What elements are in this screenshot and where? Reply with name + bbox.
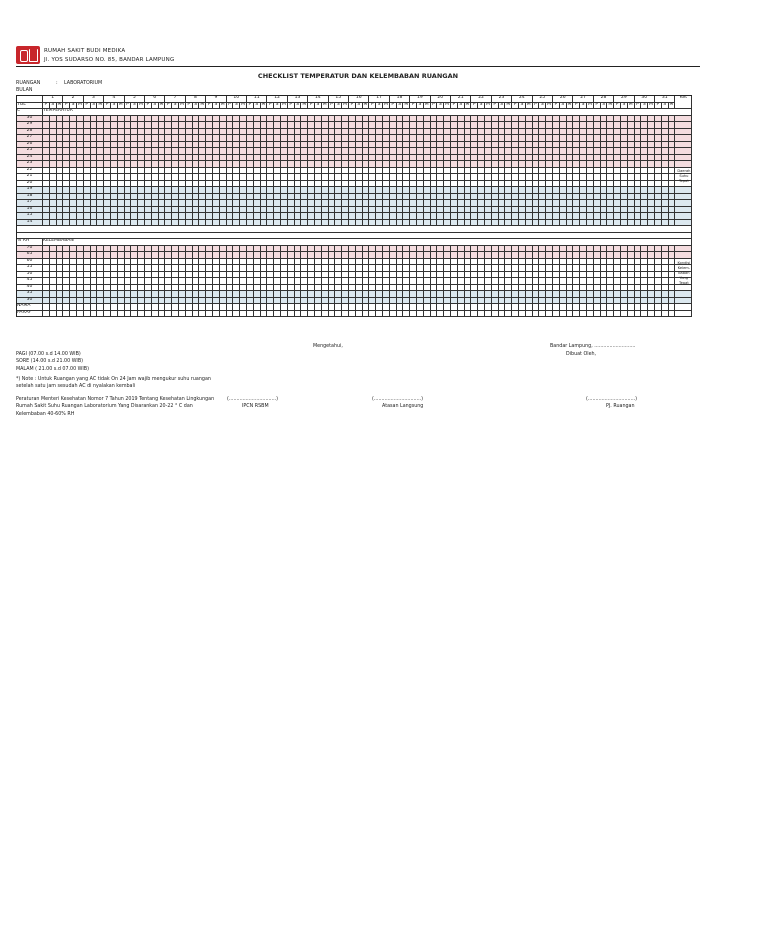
regulation-line-1: Peraturan Menteri Kesehatan Nomor 7 Tahun 2019 Tentang Kesehatan Lingkungan <box>16 397 215 402</box>
shift-header: M <box>485 103 492 110</box>
shift-header: S <box>111 103 118 110</box>
tgl-label: TGL <box>17 103 43 110</box>
shift-header: P <box>145 103 152 110</box>
footer-row-paraf-cell <box>635 311 642 318</box>
shift-header: S <box>560 103 567 110</box>
footer-row-paraf-cell <box>97 311 104 318</box>
ipcn-signature-blank: (...............................) <box>227 397 279 402</box>
day-header: 28 <box>594 96 614 103</box>
footer-row-label: NAMA <box>17 304 43 311</box>
day-header: 6 <box>145 96 165 103</box>
ket-header: Ket <box>675 96 692 109</box>
temp-row-label: 14 <box>17 220 43 227</box>
footer-row-paraf-cell <box>669 311 676 318</box>
footer-row-paraf-cell <box>288 311 295 318</box>
shift-header: P <box>288 103 295 110</box>
footer-row-paraf-cell <box>131 311 138 318</box>
shift-header: S <box>601 103 608 110</box>
temp-ideal-note <box>675 169 692 184</box>
shift-header: P <box>247 103 254 110</box>
temp-row-label: 25 <box>17 148 43 155</box>
temp-row-label: 19 <box>17 187 43 194</box>
note-line-2: setelah satu jam sesudah AC di nyalakan kembali <box>16 384 136 389</box>
day-header: 21 <box>451 96 471 103</box>
shift-header: P <box>125 103 132 110</box>
footer-row-paraf-cell <box>125 311 132 318</box>
day-header: 22 <box>471 96 491 103</box>
temp-row-label: 20 <box>17 181 43 188</box>
shift-header: M <box>118 103 125 110</box>
footer-row-paraf-cell <box>648 311 655 318</box>
shift-header: S <box>233 103 240 110</box>
ruangan-label: RUANGAN <box>16 81 41 86</box>
temp-row-label: 24 <box>17 155 43 162</box>
shift-header: S <box>70 103 77 110</box>
footer-row-paraf-cell <box>614 311 621 318</box>
shift-header: S <box>621 103 628 110</box>
footer-row-paraf-cell <box>227 311 234 318</box>
shift-header: S <box>335 103 342 110</box>
footer-row-paraf-cell <box>560 311 567 318</box>
checklist-grid <box>16 95 692 317</box>
footer-row-paraf-cell <box>145 311 152 318</box>
footer-row-paraf-cell <box>601 311 608 318</box>
footer-row-paraf-cell <box>240 311 247 318</box>
day-header: 4 <box>104 96 124 103</box>
day-header: 2 <box>63 96 83 103</box>
shift-header: P <box>206 103 213 110</box>
pj-signature-blank: (...............................) <box>586 397 638 402</box>
footer-row-paraf-cell <box>383 311 390 318</box>
footer-row-paraf-cell <box>587 311 594 318</box>
rh-row-label: 40 <box>17 285 43 292</box>
shift-header: P <box>553 103 560 110</box>
shift-header: M <box>444 103 451 110</box>
shift-header: S <box>478 103 485 110</box>
shift-sore: SORE (14.00 s.d 21.00 WIB) <box>16 359 84 364</box>
rh-note-line: Kondisi <box>677 260 691 265</box>
ipcn-label: IPCN RSBM <box>242 404 269 409</box>
day-header: 29 <box>614 96 634 103</box>
shift-header: M <box>648 103 655 110</box>
shift-header: P <box>471 103 478 110</box>
shift-header: M <box>240 103 247 110</box>
footer-row-paraf-cell <box>233 311 240 318</box>
shift-header: P <box>165 103 172 110</box>
dibuat-oleh-label: Dibuat Oleh, <box>566 352 597 357</box>
note-line-1: *) Note : Untuk Ruangan yang AC tidak On 24 Jam wajib mengukur suhu ruangan <box>16 377 211 382</box>
shift-header: S <box>356 103 363 110</box>
day-header: 13 <box>288 96 308 103</box>
shift-header: P <box>594 103 601 110</box>
shift-header: M <box>220 103 227 110</box>
shift-header: S <box>458 103 465 110</box>
atasan-label: Atasan Langsung <box>382 404 424 409</box>
rh-row-label: 35 <box>17 291 43 298</box>
footer-row-paraf-cell <box>91 311 98 318</box>
rh-row-label: 45 <box>17 278 43 285</box>
shift-pagi: PAGI (07.00 s.d 14.00 WIB) <box>16 352 81 357</box>
temp-row-label: 27 <box>17 135 43 142</box>
shift-header: M <box>159 103 166 110</box>
shift-header: M <box>546 103 553 110</box>
shift-header: M <box>465 103 472 110</box>
day-header: 11 <box>247 96 267 103</box>
footer-row-paraf-cell <box>308 311 315 318</box>
footer-row-paraf-cell <box>349 311 356 318</box>
shift-header: M <box>383 103 390 110</box>
regulation-line-3: Kelembaban 40-60% RH <box>16 412 75 417</box>
shift-header: S <box>295 103 302 110</box>
footer-row-paraf-cell <box>118 311 125 318</box>
shift-header: P <box>308 103 315 110</box>
day-header: 18 <box>390 96 410 103</box>
day-header: 20 <box>431 96 451 103</box>
temp-row-label: 21 <box>17 174 43 181</box>
shift-header: M <box>424 103 431 110</box>
footer-row-paraf-cell <box>220 311 227 318</box>
footer-ket-cell <box>675 311 692 318</box>
day-header: 5 <box>125 96 145 103</box>
page-title: CHECKLIST TEMPERATUR DAN KELEMBABAN RUANGAN <box>257 72 459 80</box>
shift-header: P <box>635 103 642 110</box>
shift-header: P <box>655 103 662 110</box>
footer-row-paraf-cell <box>567 311 574 318</box>
footer-row-paraf-cell <box>363 311 370 318</box>
footer-row-paraf-cell <box>356 311 363 318</box>
shift-header: S <box>152 103 159 110</box>
shift-header: M <box>261 103 268 110</box>
rh-row-label: 65 <box>17 252 43 259</box>
shift-header: M <box>179 103 186 110</box>
footer-row-paraf-cell <box>342 311 349 318</box>
footer-row-paraf-cell <box>546 311 553 318</box>
footer-row-paraf-cell <box>254 311 261 318</box>
footer-row-paraf-cell <box>50 311 57 318</box>
rh-note-line: baban <box>678 270 690 275</box>
shift-header: S <box>376 103 383 110</box>
shift-header: S <box>91 103 98 110</box>
day-header: 16 <box>349 96 369 103</box>
shift-header: S <box>417 103 424 110</box>
shift-header: M <box>322 103 329 110</box>
footer-row-paraf-cell <box>539 311 546 318</box>
shift-header: M <box>587 103 594 110</box>
footer-row-paraf-cell <box>410 311 417 318</box>
regulation-line-2: Rumah Sakit Suhu Ruangan Laboratorium Yang Disarankan 20-22 ° C dan <box>16 404 193 409</box>
footer-row-paraf-cell <box>580 311 587 318</box>
footer-row-paraf-cell <box>505 311 512 318</box>
footer-row-paraf-cell <box>329 311 336 318</box>
footer-row-paraf-cell <box>628 311 635 318</box>
footer-row-paraf-cell <box>607 311 614 318</box>
shift-header: S <box>213 103 220 110</box>
shift-header: M <box>301 103 308 110</box>
footer-row-paraf-cell <box>247 311 254 318</box>
temp-section-title: TEMPERATUR <box>43 109 692 116</box>
shift-header: M <box>342 103 349 110</box>
day-header: 26 <box>553 96 573 103</box>
day-header: 10 <box>227 96 247 103</box>
footer-row-paraf-cell <box>199 311 206 318</box>
footer-row-paraf-cell <box>641 311 648 318</box>
day-header: 19 <box>410 96 430 103</box>
footer-row-paraf-cell <box>57 311 64 318</box>
shift-header: M <box>403 103 410 110</box>
day-header: 8 <box>186 96 206 103</box>
footer-row-paraf-cell <box>206 311 213 318</box>
day-header: 30 <box>635 96 655 103</box>
rh-unit-label: % RH <box>17 239 43 246</box>
shift-header: M <box>607 103 614 110</box>
day-header: 9 <box>206 96 226 103</box>
day-header: 14 <box>308 96 328 103</box>
shift-header: M <box>97 103 104 110</box>
rh-section-title: KELEMBABAN <box>43 239 692 246</box>
shift-header: S <box>172 103 179 110</box>
footer-row-paraf-cell <box>417 311 424 318</box>
shift-header: P <box>104 103 111 110</box>
footer-row-paraf-cell <box>274 311 281 318</box>
temp-row-label: 22 <box>17 168 43 175</box>
shift-header: M <box>567 103 574 110</box>
shift-header: S <box>274 103 281 110</box>
day-header: 24 <box>512 96 532 103</box>
temp-row-label: 28 <box>17 129 43 136</box>
shift-header: S <box>519 103 526 110</box>
footer-row-paraf-cell <box>376 311 383 318</box>
header-divider <box>16 66 700 67</box>
footer-row-paraf-cell <box>261 311 268 318</box>
shift-header: P <box>63 103 70 110</box>
shift-malam: MALAM ( 21.00 s.d 07.00 WIB) <box>16 367 89 372</box>
footer-row-paraf-cell <box>553 311 560 318</box>
temp-note-line: Suhu <box>679 173 689 178</box>
shift-header: M <box>57 103 64 110</box>
footer-row-paraf-cell <box>295 311 302 318</box>
footer-row-paraf-cell <box>451 311 458 318</box>
footer-row-paraf-cell <box>159 311 166 318</box>
temp-row-label: 23 <box>17 161 43 168</box>
footer-row-paraf-cell <box>186 311 193 318</box>
shift-header: S <box>580 103 587 110</box>
shift-header: P <box>84 103 91 110</box>
rh-row-label: 50 <box>17 272 43 279</box>
rh-row-label: 70 <box>17 246 43 253</box>
shift-header: S <box>315 103 322 110</box>
shift-header: M <box>281 103 288 110</box>
rh-note-line: Yang Tepat <box>679 275 689 285</box>
shift-header: P <box>329 103 336 110</box>
footer-row-paraf-cell <box>281 311 288 318</box>
shift-header: S <box>131 103 138 110</box>
day-header: 7 <box>165 96 185 103</box>
footer-row-paraf-cell <box>152 311 159 318</box>
temp-row-label: 17 <box>17 200 43 207</box>
footer-row-paraf-cell <box>485 311 492 318</box>
shift-header: P <box>43 103 50 110</box>
footer-row-paraf-cell <box>621 311 628 318</box>
footer-row-paraf-cell <box>437 311 444 318</box>
shift-header: P <box>451 103 458 110</box>
footer-row-paraf-cell <box>111 311 118 318</box>
footer-row-paraf-cell <box>335 311 342 318</box>
shift-header: P <box>573 103 580 110</box>
shift-header: P <box>431 103 438 110</box>
footer-row-paraf-cell <box>573 311 580 318</box>
shift-header: P <box>492 103 499 110</box>
footer-row-paraf-cell <box>213 311 220 318</box>
footer-row-paraf-cell <box>84 311 91 318</box>
shift-header: P <box>410 103 417 110</box>
shift-header: P <box>349 103 356 110</box>
footer-row-paraf-cell <box>444 311 451 318</box>
footer-row-paraf-cell <box>301 311 308 318</box>
shift-header: S <box>254 103 261 110</box>
shift-header: M <box>363 103 370 110</box>
shift-header: P <box>512 103 519 110</box>
temp-row-label: 29 <box>17 122 43 129</box>
footer-row-paraf-cell <box>43 311 50 318</box>
shift-header: M <box>505 103 512 110</box>
footer-row-paraf-cell <box>594 311 601 318</box>
shift-header: P <box>369 103 376 110</box>
shift-header: S <box>641 103 648 110</box>
rh-row-label: 55 <box>17 265 43 272</box>
shift-header: P <box>390 103 397 110</box>
rh-row-label: 30 <box>17 298 43 305</box>
footer-row-paraf-cell <box>165 311 172 318</box>
shift-header: S <box>662 103 669 110</box>
footer-row-paraf-cell <box>179 311 186 318</box>
footer-row-paraf-cell <box>138 311 145 318</box>
footer-row-paraf-cell <box>369 311 376 318</box>
footer-row-paraf-cell <box>519 311 526 318</box>
footer-row-paraf-cell <box>77 311 84 318</box>
temp-unit-label: C <box>17 109 43 116</box>
shift-header: M <box>199 103 206 110</box>
temp-row-label: 26 <box>17 142 43 149</box>
hospital-logo <box>16 46 40 64</box>
footer-row-paraf-cell <box>322 311 329 318</box>
footer-row-paraf-cell <box>431 311 438 318</box>
bulan-label: BULAN <box>16 88 33 93</box>
footer-row-paraf-cell <box>70 311 77 318</box>
footer-row-paraf-cell <box>104 311 111 318</box>
hospital-address: Jl. YOS SUDARSO NO. 85, BANDAR LAMPUNG <box>44 57 175 63</box>
temp-row-label: 30 <box>17 116 43 123</box>
hospital-name: RUMAH SAKIT BUDI MEDIKA <box>44 48 126 54</box>
footer-row-paraf-cell <box>471 311 478 318</box>
day-header: 17 <box>369 96 389 103</box>
footer-row-paraf-cell <box>424 311 431 318</box>
footer-row-paraf-cell <box>315 311 322 318</box>
footer-row-paraf-cell <box>533 311 540 318</box>
day-header: 27 <box>573 96 593 103</box>
shift-header: P <box>614 103 621 110</box>
rh-ideal-note <box>675 261 692 286</box>
footer-row-paraf-cell <box>397 311 404 318</box>
shift-header: M <box>526 103 533 110</box>
ruangan-separator: : <box>56 81 58 86</box>
footer-row-paraf-cell <box>492 311 499 318</box>
shift-header: P <box>267 103 274 110</box>
footer-row-paraf-cell <box>526 311 533 318</box>
shift-header: S <box>437 103 444 110</box>
mengetahui-label: Mengetahui, <box>313 344 343 349</box>
footer-row-paraf-cell <box>499 311 506 318</box>
rh-note-line: Kelem- <box>677 265 691 270</box>
temp-row-label: 15 <box>17 213 43 220</box>
temp-note-line: Tepat <box>679 178 689 183</box>
temp-note-line: Daerah <box>677 168 691 173</box>
footer-row-paraf-cell <box>390 311 397 318</box>
footer-row-paraf-cell <box>403 311 410 318</box>
shift-header: P <box>227 103 234 110</box>
day-header: 23 <box>492 96 512 103</box>
place-date: Bandar Lampung, ........................... <box>550 344 636 349</box>
shift-header: M <box>669 103 676 110</box>
shift-header: S <box>50 103 57 110</box>
day-header: 25 <box>533 96 553 103</box>
atasan-signature-blank: (...............................) <box>372 397 424 402</box>
footer-row-paraf-cell <box>465 311 472 318</box>
footer-row-paraf-cell <box>458 311 465 318</box>
ruangan-value: LABORATORIUM <box>64 81 103 86</box>
shift-header: P <box>186 103 193 110</box>
shift-header: P <box>533 103 540 110</box>
day-header: 31 <box>655 96 675 103</box>
footer-row-paraf-cell <box>655 311 662 318</box>
shift-header: S <box>539 103 546 110</box>
footer-row-paraf-cell <box>193 311 200 318</box>
shift-header: M <box>77 103 84 110</box>
temp-row-label: 16 <box>17 207 43 214</box>
rh-row-label: 60 <box>17 259 43 266</box>
day-header: 1 <box>43 96 63 103</box>
shift-header: S <box>397 103 404 110</box>
footer-row-paraf-cell <box>512 311 519 318</box>
day-header: 3 <box>84 96 104 103</box>
footer-row-paraf-cell <box>172 311 179 318</box>
day-header: 15 <box>329 96 349 103</box>
footer-row-paraf-cell <box>662 311 669 318</box>
shift-header: M <box>628 103 635 110</box>
temp-row-label: 18 <box>17 194 43 201</box>
footer-row-paraf-cell <box>267 311 274 318</box>
day-header: 12 <box>267 96 287 103</box>
footer-row-paraf-cell <box>63 311 70 318</box>
shift-header: S <box>499 103 506 110</box>
footer-row-label: PARAF <box>17 311 43 318</box>
footer-row-paraf-cell <box>478 311 485 318</box>
shift-header: S <box>193 103 200 110</box>
pj-label: PJ. Ruangan <box>606 404 635 409</box>
shift-header: M <box>138 103 145 110</box>
